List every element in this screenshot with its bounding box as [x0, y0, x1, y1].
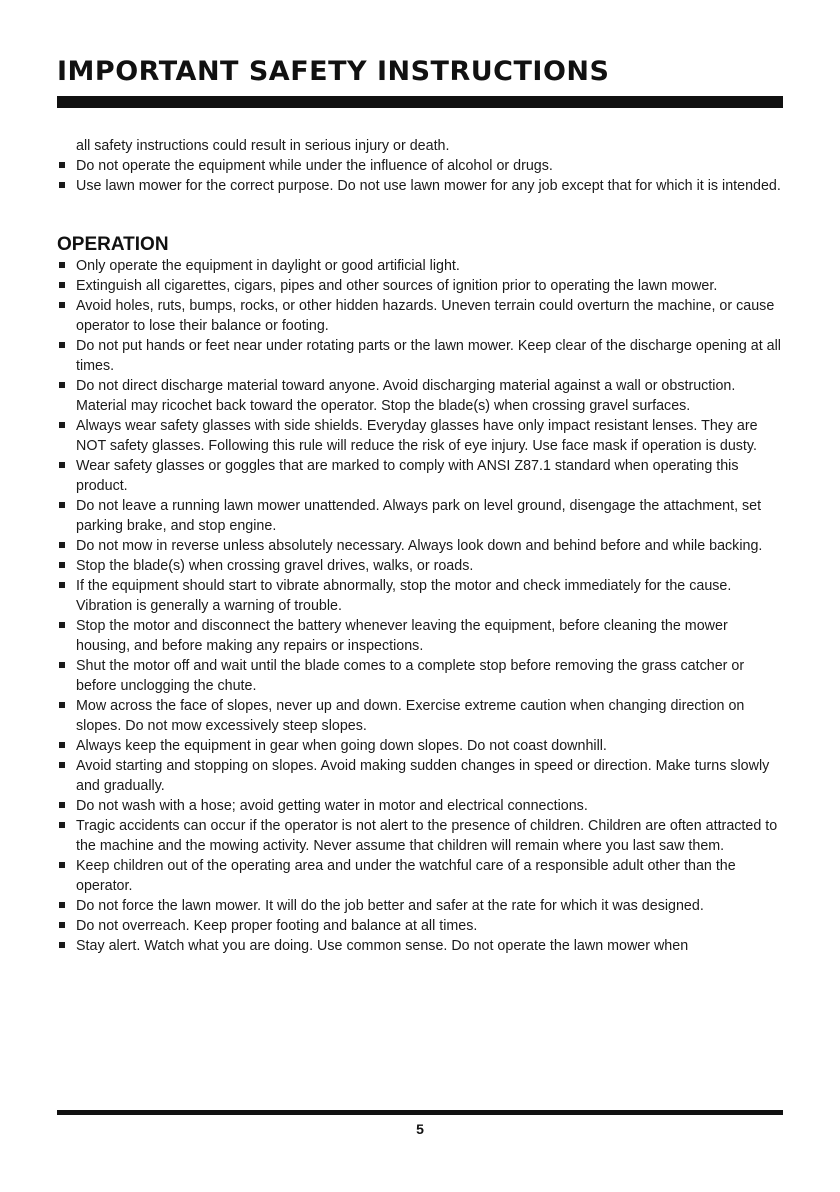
list-item-text: Stop the blade(s) when crossing gravel drives, walks, or roads.: [76, 558, 474, 574]
list-item: [57, 556, 785, 576]
bullet-icon: [59, 262, 65, 268]
bullet-icon: [59, 282, 65, 288]
list-item-text: Do not force the lawn mower. It will do the job better and safer at the rate for which it was designed.: [76, 898, 704, 914]
continued-text: all safety instructions could result in serious injury or death.: [76, 138, 450, 154]
list-item-text: Wear safety glasses or goggles that are marked to comply with ANSI Z87.1 standard when operating this product.: [76, 458, 739, 494]
list-item-text: Do not operate the equipment while under the influence of alcohol or drugs.: [76, 158, 553, 174]
bullet-icon: [59, 762, 65, 768]
list-item: [57, 896, 785, 916]
bullet-icon: [59, 162, 65, 168]
page-title: IMPORTANT SAFETY INSTRUCTIONS: [57, 56, 610, 87]
page-content: [57, 136, 785, 956]
list-item: [57, 276, 785, 296]
list-item-text: Mow across the face of slopes, never up and down. Exercise extreme caution when changing direction on slopes. Do not mow excessively steep slopes.: [76, 698, 745, 734]
list-item-text: Do not leave a running lawn mower unattended. Always park on level ground, disengage the attachment, set parking brake, and stop engine.: [76, 498, 762, 534]
list-item: [57, 916, 785, 936]
intro-list: [57, 156, 785, 196]
list-item: [57, 376, 785, 416]
list-item-text: Stop the motor and disconnect the battery whenever leaving the equipment, before cleaning the mower housing, and before making any repairs or inspections.: [76, 618, 728, 654]
bullet-icon: [59, 502, 65, 508]
list-item-text: Do not mow in reverse unless absolutely necessary. Always look down and behind before and while backing.: [76, 538, 763, 554]
list-item-text: Do not direct discharge material toward anyone. Avoid discharging material against a wall or obstruction. Material may ricochet back toward the operator. Stop the blade(s) when crossing gravel surfaces.: [76, 378, 736, 414]
list-item: [57, 616, 785, 656]
bullet-icon: [59, 182, 65, 188]
list-item: [57, 176, 785, 196]
list-item-text: Always wear safety glasses with side shields. Everyday glasses have only impact resistant lenses. They are NOT safety glasses. Following this rule will reduce the risk of eye injury. Use face mask if operation is dusty.: [76, 418, 758, 454]
list-item: [57, 736, 785, 756]
list-item: [57, 856, 785, 896]
list-item-text: Avoid holes, ruts, bumps, rocks, or other hidden hazards. Uneven terrain could overturn the machine, or cause operator to lose their balance or footing.: [76, 298, 775, 334]
list-item-text: Do not overreach. Keep proper footing and balance at all times.: [76, 918, 478, 934]
bullet-icon: [59, 582, 65, 588]
list-item-text: Only operate the equipment in daylight or good artificial light.: [76, 258, 460, 274]
list-item-text: Always keep the equipment in gear when going down slopes. Do not coast downhill.: [76, 738, 607, 754]
bullet-icon: [59, 302, 65, 308]
bullet-icon: [59, 902, 65, 908]
bullet-icon: [59, 622, 65, 628]
list-item: [57, 796, 785, 816]
list-item: [57, 756, 785, 796]
list-item-text: If the equipment should start to vibrate abnormally, stop the motor and check immediately for the cause. Vibration is generally a warning of trouble.: [76, 578, 732, 614]
list-item: [57, 696, 785, 736]
list-item-text: Use lawn mower for the correct purpose. Do not use lawn mower for any job except that for which it is intended.: [76, 178, 781, 194]
list-item-text: Keep children out of the operating area and under the watchful care of a responsible adult other than the operator.: [76, 858, 736, 894]
list-item-text: Extinguish all cigarettes, cigars, pipes and other sources of ignition prior to operating the lawn mower.: [76, 278, 718, 294]
list-item: [57, 456, 785, 496]
bullet-icon: [59, 822, 65, 828]
list-item-text: Do not wash with a hose; avoid getting water in motor and electrical connections.: [76, 798, 588, 814]
list-item: [57, 936, 785, 956]
list-item: [57, 256, 785, 276]
header-rule: [57, 96, 783, 108]
list-item-text: Tragic accidents can occur if the operator is not alert to the presence of children. Children are often attracted to the machine and the mowing activity. Never assume that children will remain where you last saw them.: [76, 818, 778, 854]
bullet-icon: [59, 922, 65, 928]
bullet-icon: [59, 862, 65, 868]
list-item: [57, 156, 785, 176]
bullet-icon: [59, 942, 65, 948]
list-item: [57, 536, 785, 556]
bullet-icon: [59, 422, 65, 428]
list-item: [57, 656, 785, 696]
bullet-icon: [59, 702, 65, 708]
bullet-icon: [59, 462, 65, 468]
bullet-icon: [59, 542, 65, 548]
page-number: 5: [416, 1121, 424, 1137]
bullet-icon: [59, 382, 65, 388]
bullet-icon: [59, 742, 65, 748]
list-item: [57, 336, 785, 376]
list-item-text: Stay alert. Watch what you are doing. Use common sense. Do not operate the lawn mower when: [76, 938, 689, 954]
bullet-icon: [59, 562, 65, 568]
list-item: [57, 816, 785, 856]
bullet-icon: [59, 342, 65, 348]
list-item-text: Shut the motor off and wait until the blade comes to a complete stop before removing the grass catcher or before unclogging the chute.: [76, 658, 745, 694]
list-item: [57, 416, 785, 456]
bullet-icon: [59, 802, 65, 808]
operation-list: [57, 256, 785, 956]
bullet-icon: [59, 662, 65, 668]
list-item: [57, 496, 785, 536]
footer-rule: [57, 1110, 783, 1115]
list-item-text: Do not put hands or feet near under rotating parts or the lawn mower. Keep clear of the discharge opening at all times.: [76, 338, 781, 374]
list-item: [57, 576, 785, 616]
list-item-text: Avoid starting and stopping on slopes. Avoid making sudden changes in speed or direction. Make turns slowly and gradually.: [76, 758, 770, 794]
list-item: [57, 296, 785, 336]
section-heading-operation: OPERATION: [57, 234, 169, 255]
